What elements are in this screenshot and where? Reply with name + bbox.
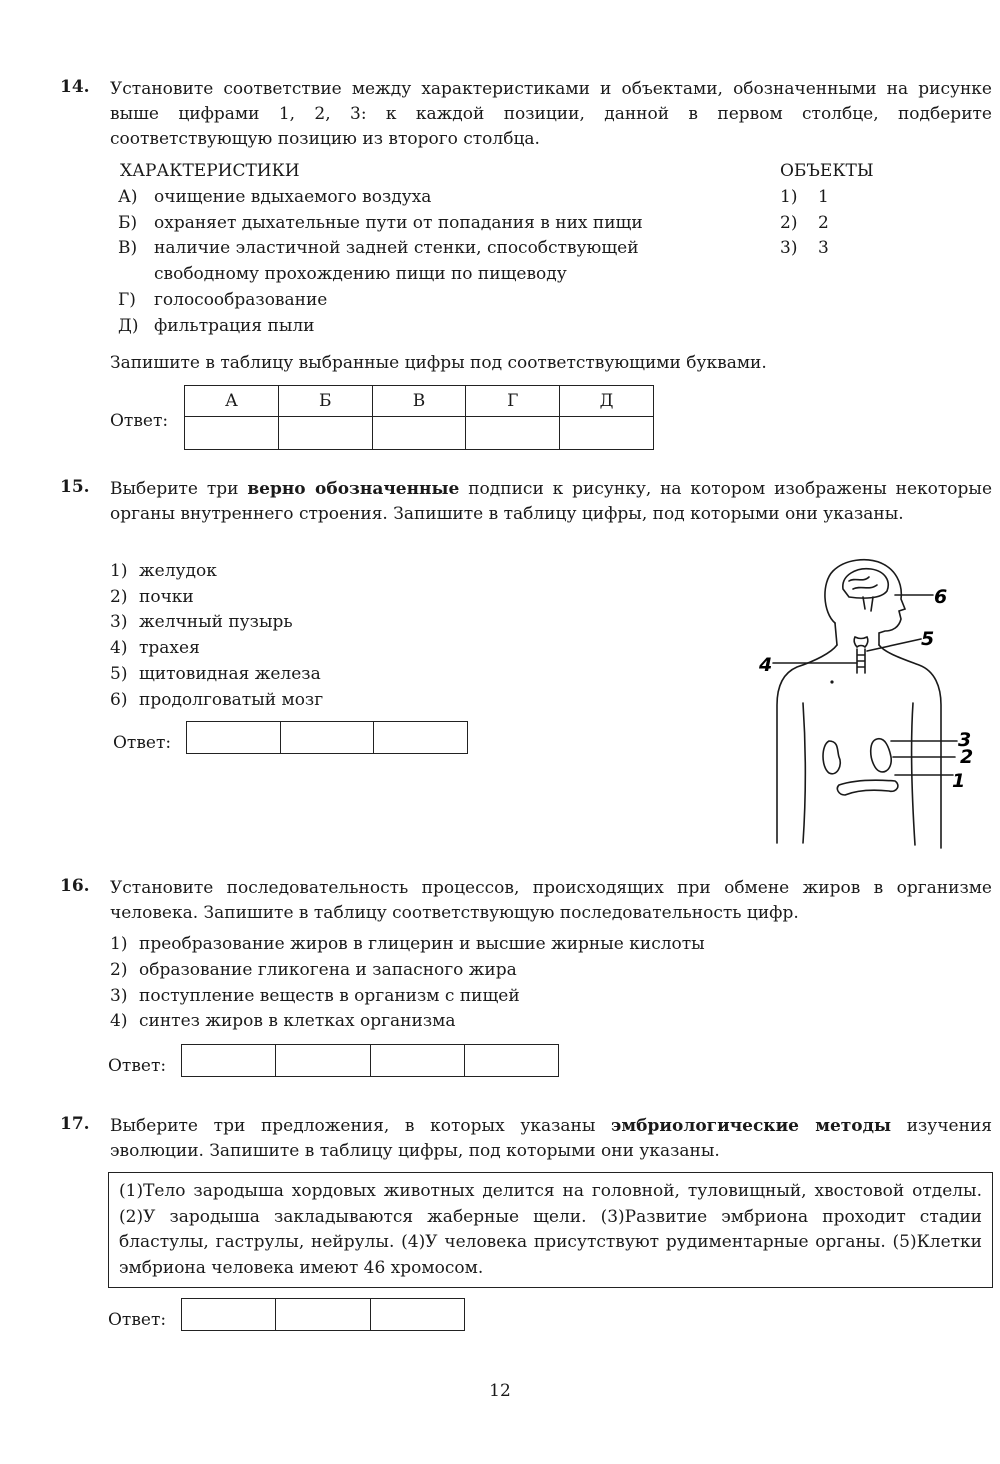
answer-cell[interactable] — [372, 417, 466, 450]
q14-number: 14. — [60, 77, 90, 97]
item-key: 3) — [110, 612, 128, 633]
q17-answer-table — [181, 1298, 465, 1331]
q14-answer-label: Ответ: — [110, 411, 169, 431]
brain-folds — [849, 577, 877, 611]
list-item — [110, 688, 510, 714]
list-item — [110, 1009, 810, 1035]
list-item — [110, 610, 510, 636]
item-text: синтез жиров в клетках организма — [139, 1011, 456, 1032]
list-item — [118, 288, 738, 314]
item-text: желчный пузырь — [139, 612, 293, 633]
figure-label-1: 1 — [952, 770, 966, 792]
item-text: 2 — [818, 212, 829, 233]
q16-number: 16. — [60, 876, 90, 896]
item-key: 2) — [110, 586, 128, 607]
q15-text — [110, 477, 992, 527]
answer-cell[interactable] — [370, 1045, 464, 1077]
item-text: 1 — [818, 187, 829, 207]
list-item — [118, 211, 738, 237]
item-text: голосообразование — [154, 289, 328, 310]
item-key: 6) — [110, 689, 128, 710]
intestine-shape — [837, 780, 897, 795]
item-key: 1) — [780, 187, 798, 207]
q17-text — [110, 1114, 992, 1164]
item-text: очищение вдыхаемого воздуха — [154, 187, 432, 207]
callout-line — [867, 639, 921, 651]
list-item — [780, 211, 900, 237]
item-key: Д) — [118, 315, 139, 336]
item-text: поступление веществ в организм с пищей — [139, 985, 520, 1006]
text-bold: эмбриологические методы — [611, 1116, 892, 1136]
item-text: трахея — [139, 638, 200, 659]
item-text: фильтрация пыли — [154, 315, 315, 336]
item-text: почки — [139, 586, 194, 607]
list-item — [780, 236, 900, 262]
text-part: изучения эволюции. Запишите в таблицу цифры, под которыми они указаны. — [110, 1116, 992, 1161]
list-item — [118, 185, 738, 211]
answer-cell[interactable] — [466, 417, 560, 450]
right-arm-line — [912, 703, 915, 845]
item-key: 4) — [110, 638, 128, 659]
figure-label-4: 4 — [759, 654, 773, 676]
right-kidney — [871, 739, 891, 772]
item-text: 3 — [818, 238, 829, 259]
answer-cell[interactable] — [276, 1299, 370, 1331]
dot-mark — [830, 680, 833, 683]
q14-text: Установите соответствие между характеристиками и объектами, обозначенными на рисунке выше цифрами 1, 2, 3: к каждой позиции, данной в первом столбце, подберите соответствующую позицию из второго столбца. — [110, 79, 992, 149]
q14-answer-table — [184, 385, 654, 450]
left-torso-outline — [777, 645, 837, 843]
figure-label-5: 5 — [921, 628, 935, 650]
item-text: охраняет дыхательные пути от попадания в них пищи — [154, 212, 643, 233]
list-item — [110, 636, 510, 662]
page-number: 12 — [489, 1381, 511, 1401]
q17-passage-box: (1)Тело зародыша хордовых животных делится на головной, туловищный, хвостовой отделы. (2)У зародыша закладываются жаберные щели. (3)Развитие эмбриона проходит стадии бластулы, гаструлы, нейрулы. (4)У человека присутствуют рудиментарные органы. (5)Клетки эмбриона человека имеют 46 хромосом. — [108, 1172, 993, 1288]
list-item — [110, 958, 810, 984]
list-item — [110, 559, 510, 585]
q16-options-list — [110, 932, 810, 1035]
list-item — [118, 236, 738, 287]
answer-cell[interactable] — [560, 417, 654, 450]
q16-answer-table — [181, 1044, 559, 1077]
q15-answer-table — [186, 721, 468, 754]
q14-instruction: Запишите в таблицу выбранные цифры под соответствующими буквами. — [110, 353, 767, 373]
q15-options-list — [110, 559, 510, 713]
header-cell: В — [372, 386, 466, 417]
item-text: образование гликогена и запасного жира — [139, 959, 517, 980]
q17-number: 17. — [60, 1114, 90, 1134]
item-key: 5) — [110, 663, 128, 684]
item-text: продолговатый мозг — [139, 689, 324, 710]
item-key: Б) — [118, 212, 138, 233]
figure-label-6: 6 — [934, 586, 948, 608]
q14-objects-list — [780, 185, 900, 262]
figure-label-2: 2 — [960, 746, 974, 768]
q14-objects-header: ОБЪЕКТЫ — [780, 161, 874, 181]
list-item — [118, 314, 738, 340]
item-key: 3) — [780, 238, 798, 259]
answer-cell[interactable] — [370, 1299, 464, 1331]
trachea-shape — [857, 649, 865, 673]
q14-characteristics-list — [118, 185, 738, 339]
text-part: Выберите три предложения, в которых указаны — [110, 1116, 612, 1136]
thyroid-shape — [854, 637, 868, 647]
q16-text: Установите последовательность процессов, происходящих при обмене жиров в организме человека. Запишите в таблицу соответствующую последовательность цифр. — [110, 878, 992, 923]
item-key: 3) — [110, 985, 128, 1006]
item-key: 2) — [110, 959, 128, 980]
answer-cell[interactable] — [187, 722, 281, 754]
list-item — [110, 984, 810, 1010]
header-cell: Б — [278, 386, 372, 417]
q17-answer-label: Ответ: — [108, 1310, 167, 1330]
q15-number: 15. — [60, 477, 90, 497]
q15-answer-label: Ответ: — [113, 733, 172, 753]
answer-cell[interactable] — [182, 1299, 276, 1331]
answer-cell[interactable] — [374, 722, 468, 754]
q14-characteristics-header: ХАРАКТЕРИСТИКИ — [120, 161, 300, 181]
header-cell: А — [185, 386, 279, 417]
header-cell: Г — [466, 386, 560, 417]
body-organs-figure — [745, 553, 985, 858]
item-key: В) — [118, 238, 138, 259]
text-part: подписи к рисунку, на котором изображены некоторые органы внутреннего строения. Запишите в таблицу цифры, под которыми они указаны. — [110, 479, 993, 524]
text-bold: верно обозначенные — [247, 479, 460, 499]
answer-cell[interactable] — [185, 417, 279, 450]
item-key: 1) — [110, 561, 128, 581]
brain-shape — [843, 569, 888, 598]
head-outline — [825, 560, 905, 645]
neck-back — [835, 623, 837, 645]
figure-label-3: 3 — [958, 729, 972, 751]
item-text: наличие эластичной задней стенки, способствующей свободному прохождению пищи по пищеводу — [154, 238, 639, 285]
list-item — [110, 932, 810, 958]
answer-cell[interactable] — [278, 417, 372, 450]
list-item — [110, 662, 510, 688]
list-item — [780, 185, 900, 211]
list-item — [110, 585, 510, 611]
answer-cell[interactable] — [464, 1045, 558, 1077]
q16-answer-label: Ответ: — [108, 1056, 167, 1076]
answer-cell[interactable] — [276, 1045, 370, 1077]
answer-cell[interactable] — [280, 722, 374, 754]
left-kidney — [823, 741, 840, 774]
item-text: щитовидная железа — [139, 663, 321, 684]
item-key: 2) — [780, 212, 798, 233]
answer-cell[interactable] — [182, 1045, 276, 1077]
header-cell: Д — [560, 386, 654, 417]
item-text: желудок — [139, 561, 217, 581]
item-key: Г) — [118, 289, 136, 310]
item-key: 4) — [110, 1011, 128, 1032]
item-key: А) — [118, 187, 138, 207]
item-key: 1) — [110, 934, 128, 954]
text-part: Выберите три — [110, 479, 248, 499]
left-arm-line — [803, 703, 805, 843]
item-text: преобразование жиров в глицерин и высшие жирные кислоты — [139, 934, 705, 954]
